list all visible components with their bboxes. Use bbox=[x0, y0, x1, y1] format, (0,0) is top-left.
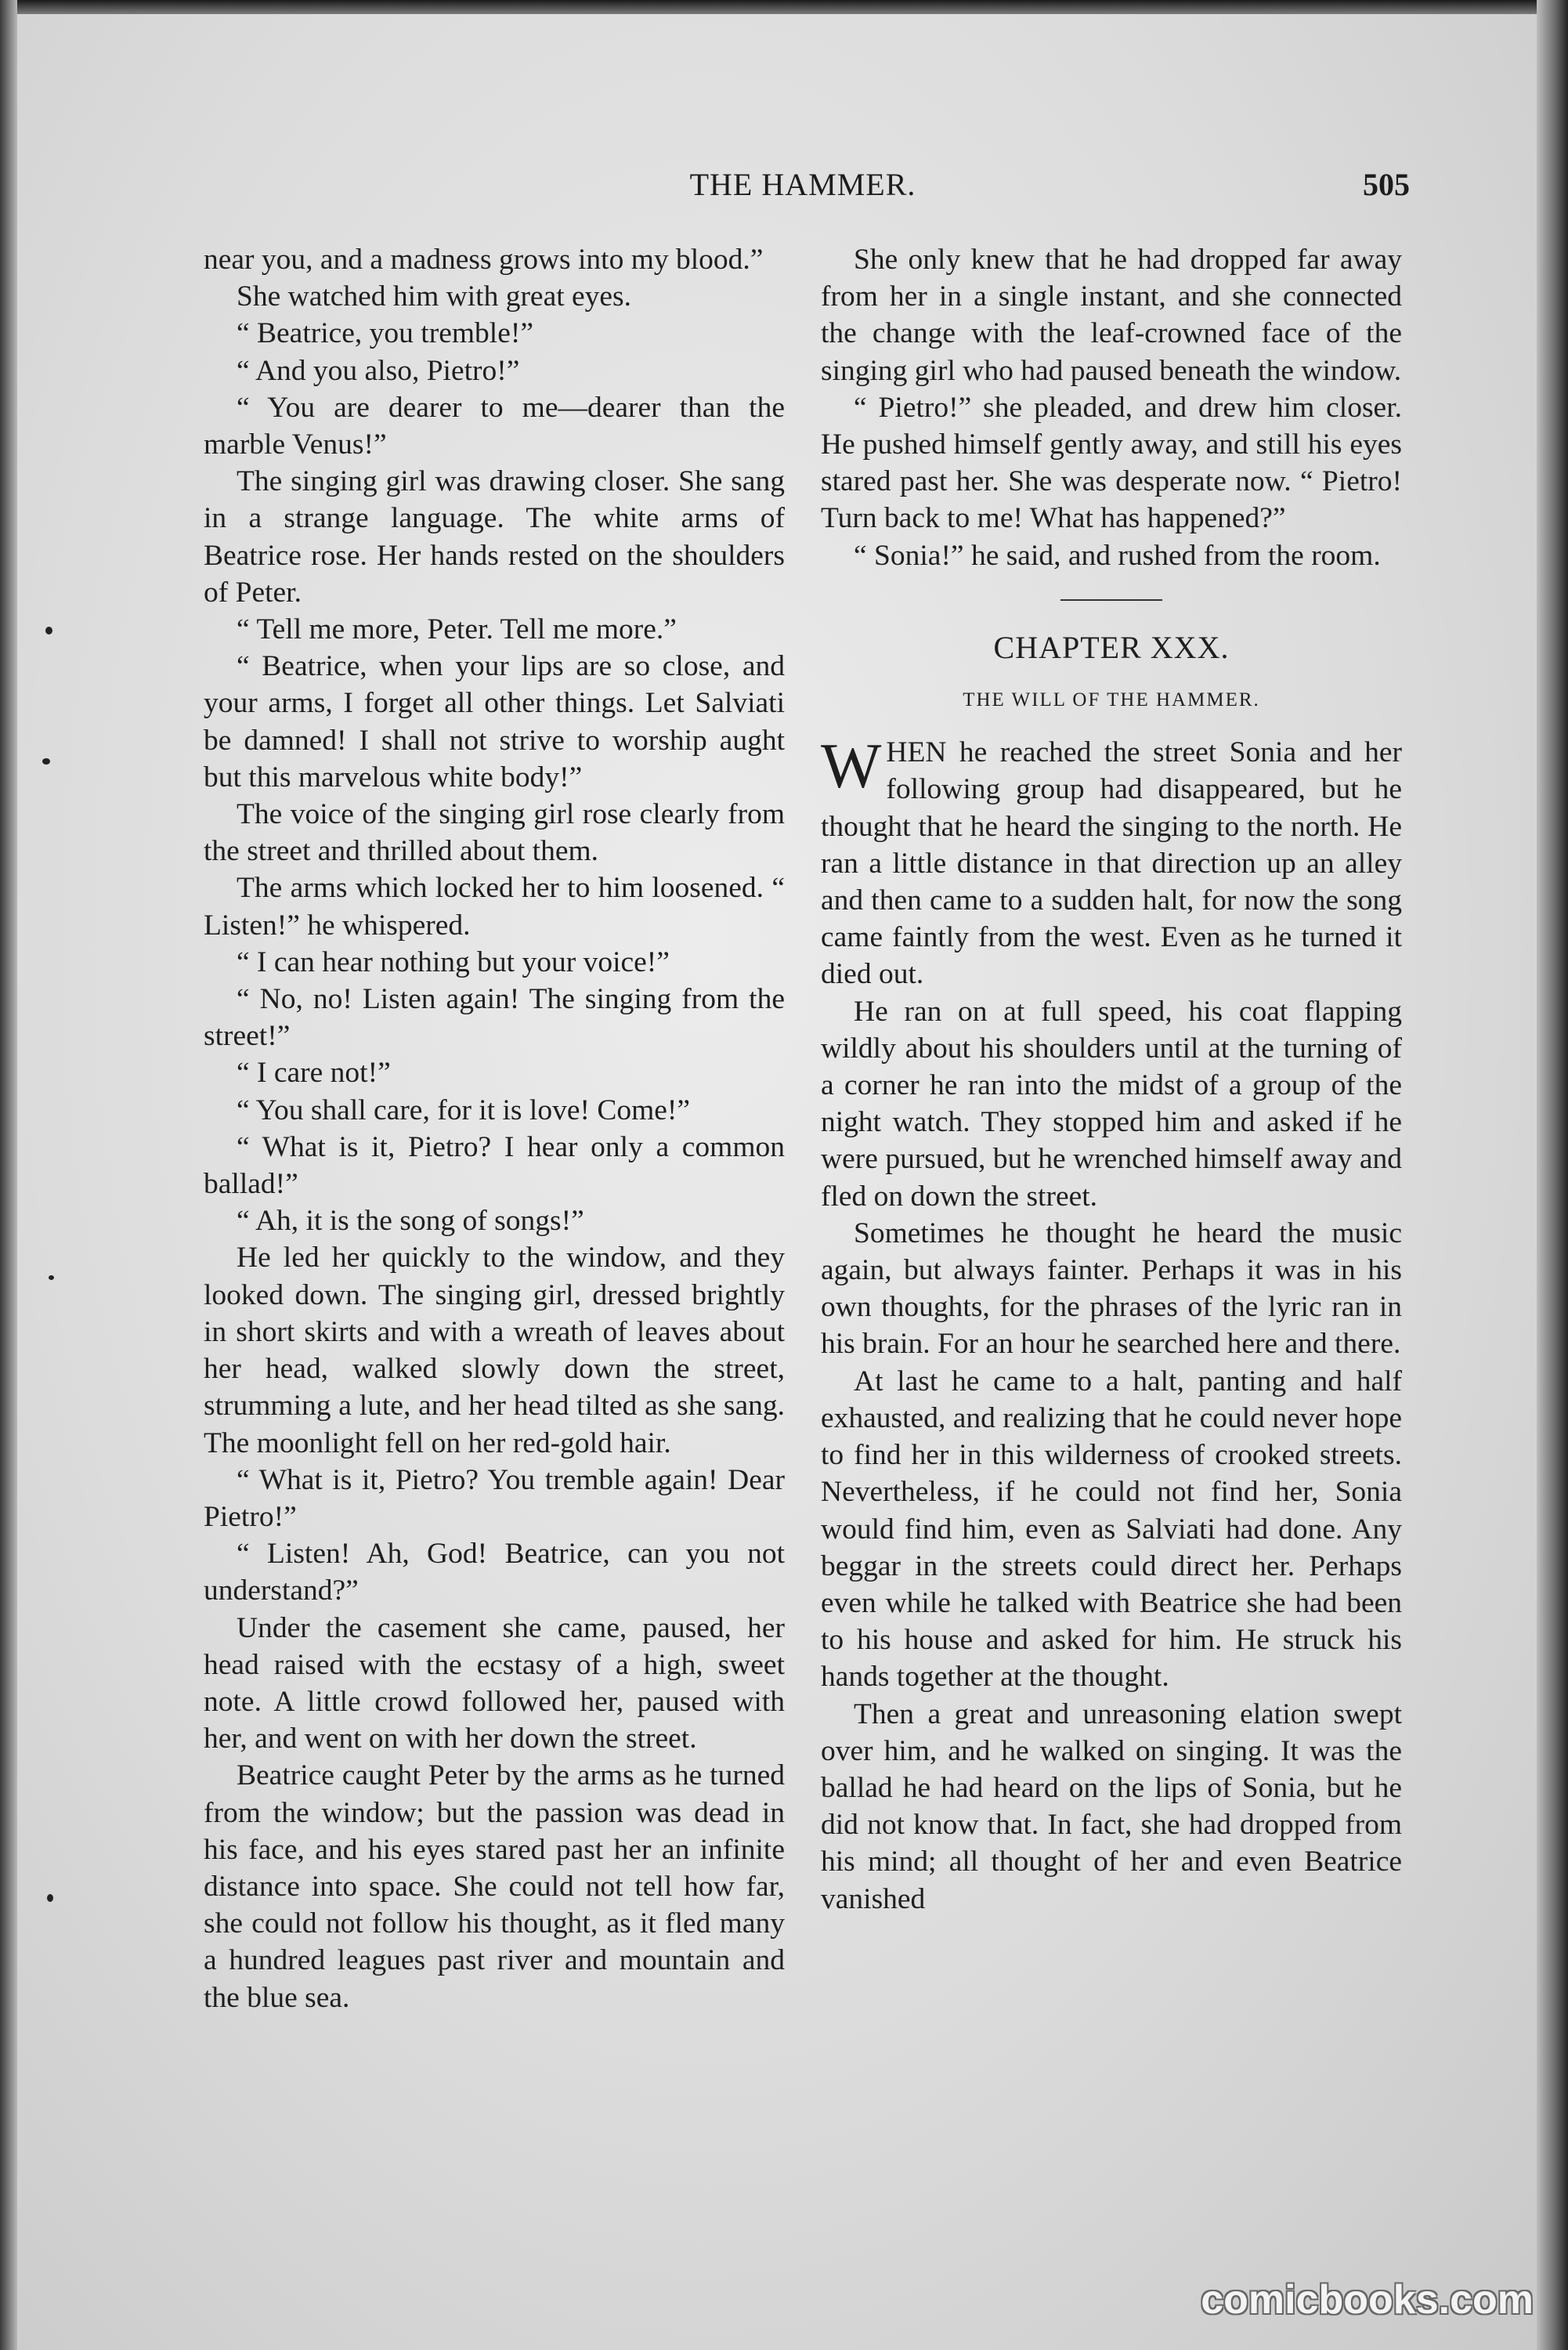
paragraph: near you, and a madness grows into my blood.” bbox=[204, 244, 764, 276]
page-top-edge bbox=[0, 0, 1568, 14]
paragraph: “ Sonia!” he said, and rushed from the room. bbox=[854, 539, 1381, 572]
drop-cap: W bbox=[821, 730, 882, 802]
ink-speck bbox=[47, 1894, 53, 1902]
page-number: 505 bbox=[1363, 167, 1410, 202]
paragraph: “ You shall care, for it is love! Come!” bbox=[237, 1094, 691, 1126]
chapter-subtitle: THE WILL OF THE HAMMER. bbox=[963, 689, 1260, 711]
paragraph: He ran on at full speed, his coat flapping wildly about his shoulders until at the turning of a corner he ran into the midst of a group of the night watch. They stopped him and asked if he were pursued, but he wrenched himself away and fled on down the street. bbox=[821, 995, 1402, 1213]
running-title: THE HAMMER. bbox=[689, 167, 916, 202]
right-column-body bbox=[821, 993, 1402, 1918]
paragraph bbox=[821, 730, 1402, 992]
ink-speck bbox=[42, 758, 50, 765]
paragraph: “ Listen! Ah, God! Beatrice, can you not understand?” bbox=[204, 1538, 785, 1607]
paragraph: “ Pietro!” she pleaded, and drew him closer. He pushed himself gently away, and still his eyes stared past her. She was desperate now. “ Pietro! Turn back to me! What has happened?” bbox=[821, 391, 1402, 535]
paragraph: “ You are dearer to me—dearer than the marble Venus!” bbox=[204, 391, 785, 461]
paragraph: “ I can hear nothing but your voice!” bbox=[237, 945, 670, 978]
paragraph: “ Tell me more, Peter. Tell me more.” bbox=[237, 613, 677, 646]
paragraph: “ Beatrice, when your lips are so close, and your arms, I forget all other things. Let Salviati be damned! I shall not strive to worship aught but this marvelous white body!” bbox=[204, 650, 785, 794]
ink-speck bbox=[45, 627, 52, 634]
right-column-opening bbox=[821, 241, 1402, 574]
right-text-column bbox=[821, 241, 1402, 1918]
paragraph: He led her quickly to the window, and they looked down. The singing girl, dressed brightly in short skirts and with a wreath of leaves about her head, walked slowly down the street, strumming a lute, and her head tilted as she sang. The moonlight fell on her red-gold hair. bbox=[204, 1242, 785, 1459]
paragraph: “ And you also, Pietro!” bbox=[237, 354, 520, 387]
ink-speck bbox=[49, 1275, 54, 1280]
paragraph: At last he came to a halt, panting and half exhausted, and realizing that he could never hope to find her in this wilderness of crooked streets. Nevertheless, if he could not find her, Sonia would find him, even as Salviati had done. Any beggar in the streets could direct her. Perhaps even while he talked with Beatrice she had been to his house and asked for him. He struck his hands together at the thought. bbox=[821, 1365, 1402, 1694]
left-text-column bbox=[204, 241, 785, 2016]
paragraph: The singing girl was drawing closer. She sang in a strange language. The white arms of Beatrice rose. Her hands rested on the shoulders of Peter. bbox=[204, 465, 785, 609]
running-head bbox=[196, 166, 1410, 213]
paragraph: Under the casement she came, paused, her head raised with the ecstasy of a high, sweet note. A little crowd followed her, paused with her, and went on with her down the street. bbox=[204, 1611, 785, 1755]
paragraph: Sometimes he thought he heard the music again, but always fainter. Perhaps it was in his own thoughts, for the phrases of the lyric ran in his brain. For an hour he searched here and there. bbox=[821, 1217, 1402, 1361]
paragraph: She watched him with great eyes. bbox=[237, 280, 632, 313]
paragraph-text: HEN he reached the street Sonia and her following group had disappeared, but he thought that he heard the singing to the north. He ran a little distance in that direction up an alley and then came to a sudden halt, for now the song came faintly from the west. Even as he turned it died out. bbox=[821, 736, 1402, 991]
paragraph: The arms which locked her to him loosened. “ Listen!” he whispered. bbox=[204, 872, 785, 942]
chapter-opening bbox=[821, 730, 1402, 992]
paragraph: “ Beatrice, you tremble!” bbox=[237, 317, 533, 350]
paragraph: “ Ah, it is the song of songs!” bbox=[237, 1205, 584, 1238]
paragraph: “ What is it, Pietro? I hear only a common ballad!” bbox=[204, 1130, 785, 1201]
page-right-edge bbox=[1537, 0, 1568, 2350]
paragraph: Beatrice caught Peter by the arms as he turned from the window; but the passion was dead in his face, and his eyes stared past her an infinite distance into space. She could not tell how far, she could not follow his thought, as it fled many a hundred leagues past river and mountain and the blue sea. bbox=[204, 1759, 785, 2014]
paragraph: “ What is it, Pietro? You tremble again! Dear Pietro!” bbox=[204, 1463, 785, 1533]
paragraph: “ No, no! Listen again! The singing from the street!” bbox=[204, 983, 785, 1053]
paragraph: She only knew that he had dropped far away from her in a single instant, and she connected the change with the leaf-crowned face of the singing girl who had paused beneath the window. bbox=[821, 244, 1402, 387]
section-divider bbox=[1060, 599, 1162, 601]
paragraph: Then a great and unreasoning elation swept over him, and he walked on singing. It was the ballad he had heard on the lips of Sonia, but he did not know that. In fact, she had dropped from his mind; all thought of her and even Beatrice vanished bbox=[821, 1697, 1402, 1915]
page-left-edge bbox=[0, 0, 17, 2350]
watermark: comicbooks.com bbox=[1201, 2277, 1534, 2323]
chapter-heading: CHAPTER XXX. bbox=[993, 629, 1230, 665]
paragraph: The voice of the singing girl rose clearly from the street and thrilled about them. bbox=[204, 798, 785, 868]
paragraph: “ I care not!” bbox=[237, 1057, 391, 1090]
